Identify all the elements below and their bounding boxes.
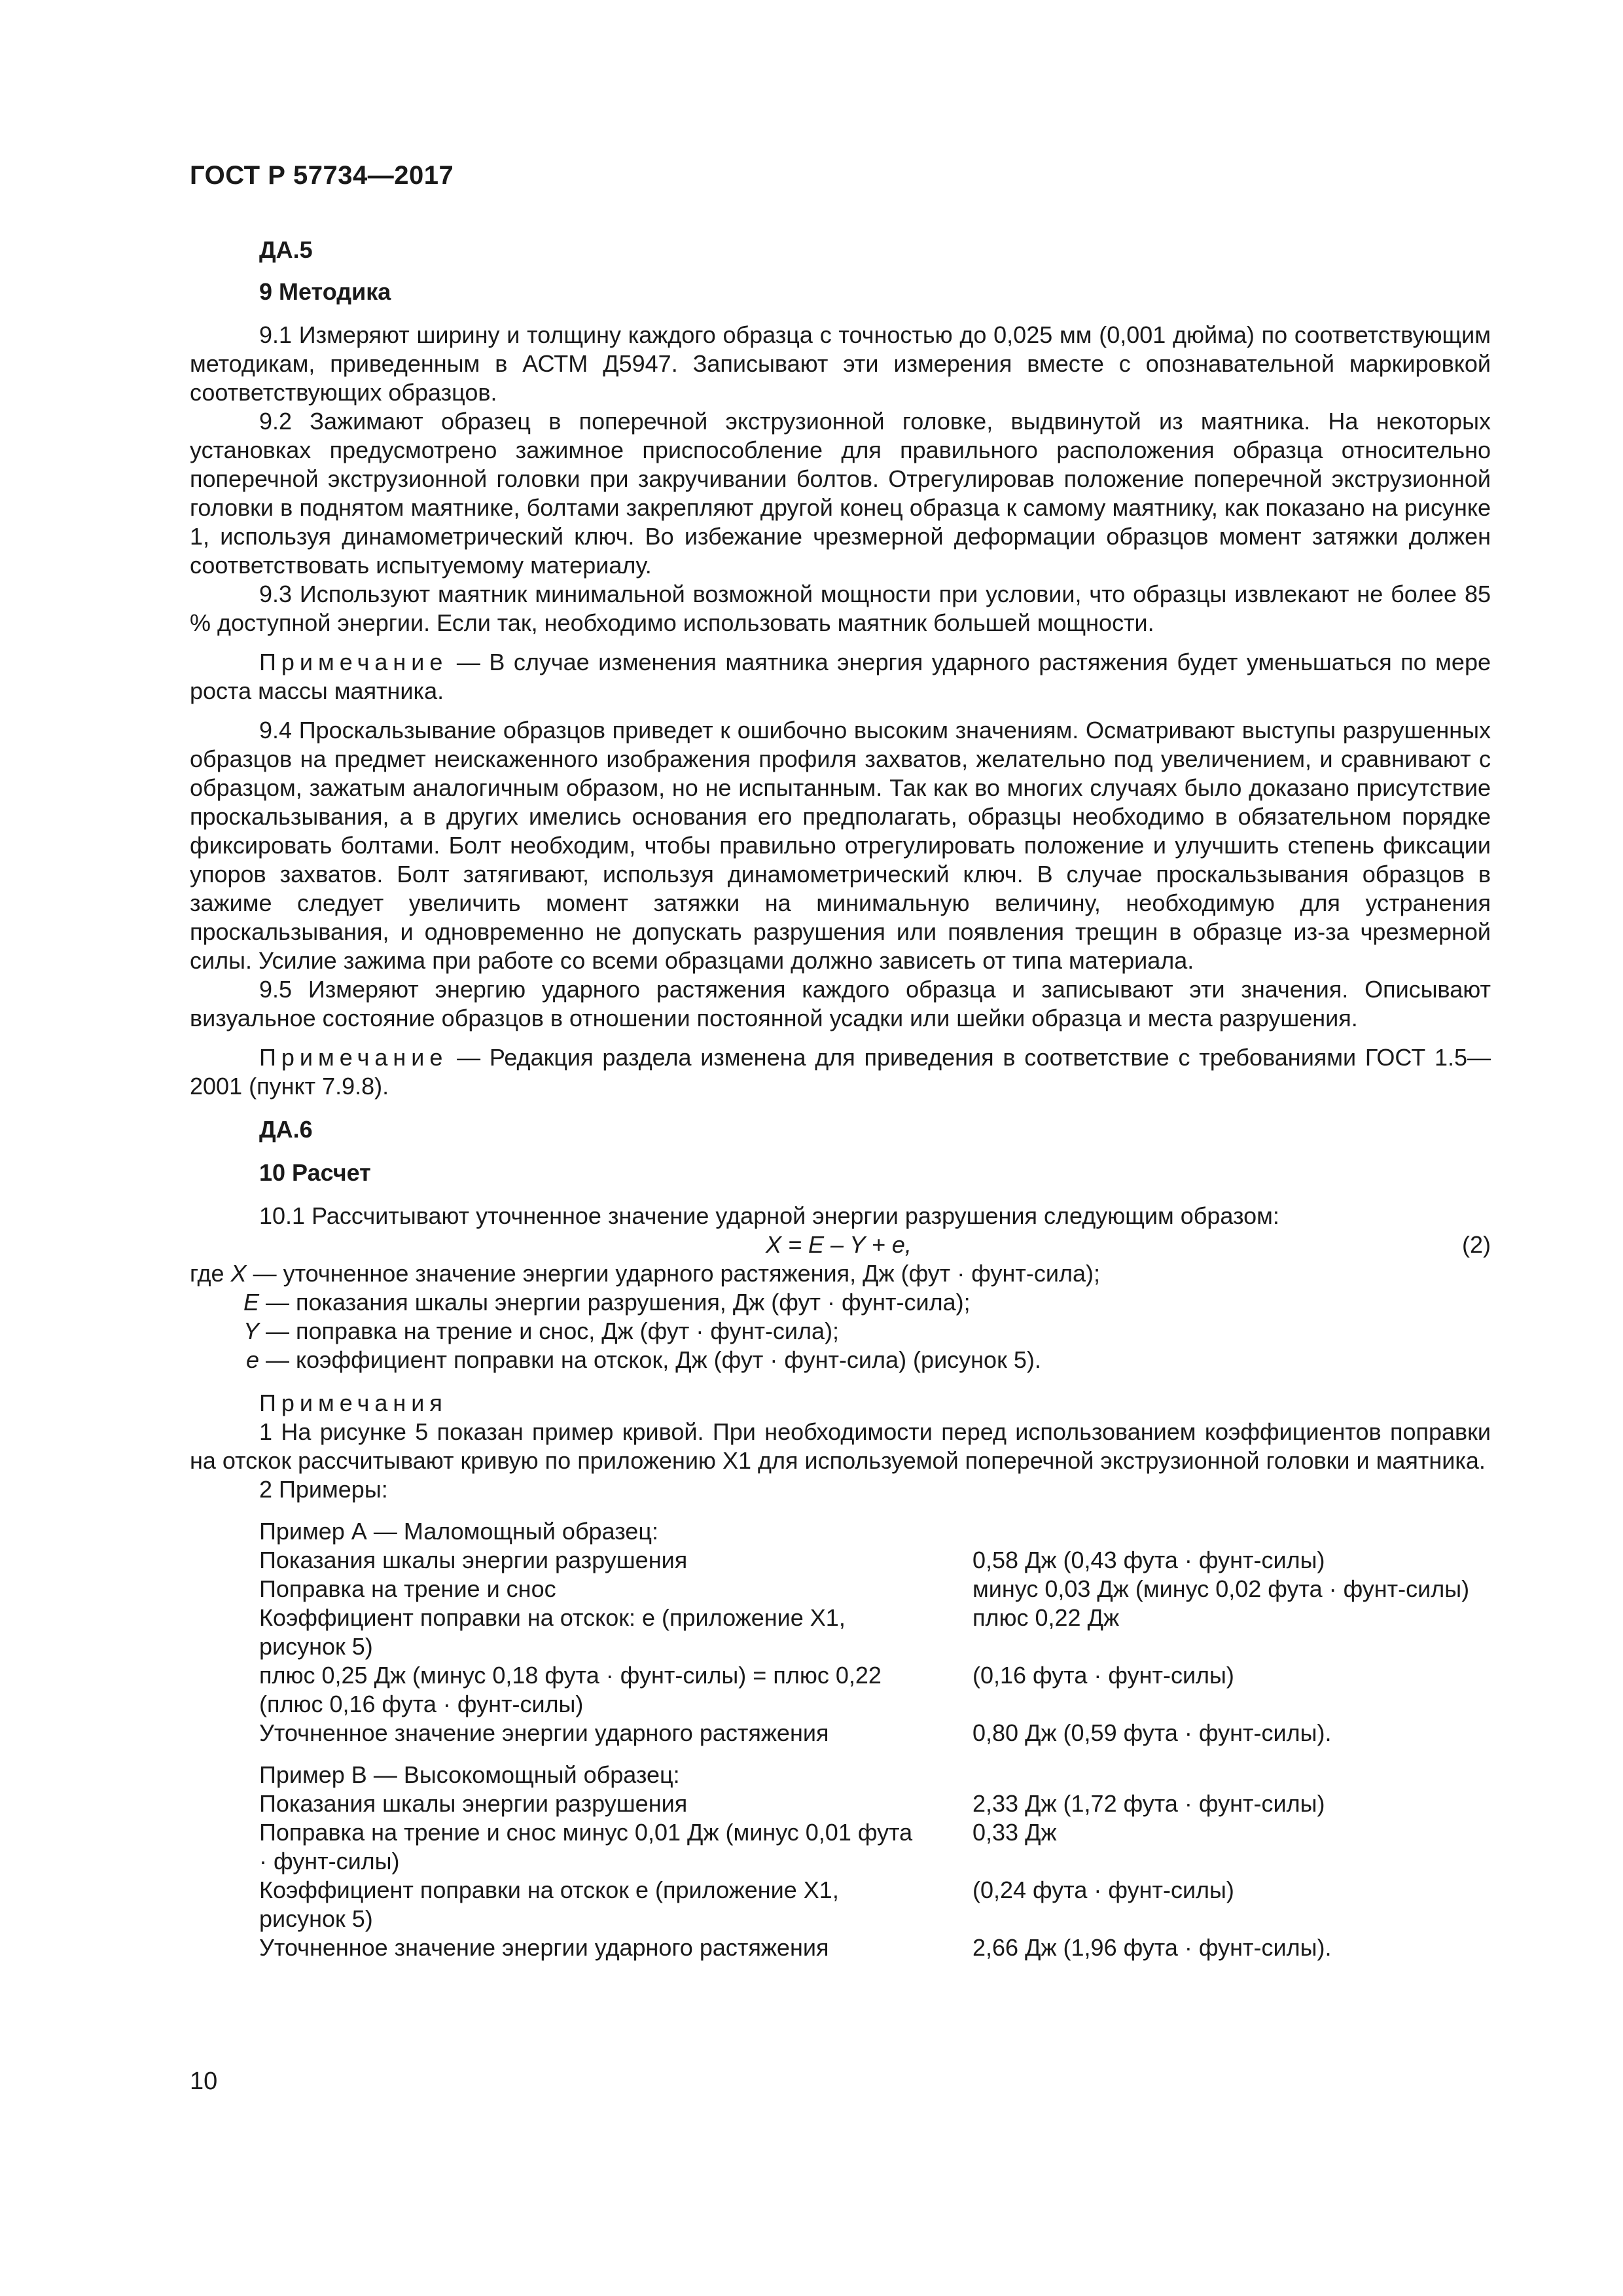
paragraph-10-1: 10.1 Рассчитывают уточненное значение ударной энергии разрушения следующим образом: [259, 1202, 1279, 1229]
definition-row [190, 1288, 1491, 1317]
annex-heading-da6: ДА.6 [259, 1116, 313, 1143]
definition-row [190, 1317, 1491, 1346]
example-row: плюс 0,25 Дж (минус 0,18 фута · фунт-силы) = плюс 0,22 (плюс 0,16 фута · фунт-силы) (0,16 фута · фунт-силы) [259, 1662, 1234, 1717]
paragraph-9-3: 9.3 Используют маятник минимальной возможной мощности при условии, что образцы извлекают не более 85 % доступной энергии. Если так, необходимо использовать маятник большей мощности. [190, 581, 1491, 636]
example-a-title: Пример А — Маломощный образец: [259, 1518, 658, 1545]
definition-text: — показания шкалы энергии разрушения, Дж (фут · фунт-сила); [259, 1289, 971, 1316]
document-header: ГОСТ Р 57734—2017 [190, 161, 454, 190]
example-row: Показания шкалы энергии разрушения 0,58 Дж (0,43 фута · фунт-силы) [259, 1547, 1325, 1573]
definition-text: — уточненное значение энергии ударного растяжения, Дж (фут · фунт-сила); [246, 1260, 1100, 1287]
note-1-label: Примечание [259, 649, 448, 675]
note-example-1: 1 На рисунке 5 показан пример кривой. При необходимости перед использованием коэффициентов поправки на отскок рассчитывают кривую по приложению Х1 для используемой поперечной экструзионной головки и маятника. [190, 1418, 1491, 1474]
definition-text: — коэффициент поправки на отскок, Дж (фут · фунт-сила) (рисунок 5). [259, 1346, 1041, 1373]
paragraph-9-2: 9.2 Зажимают образец в поперечной экструзионной головке, выдвинутой из маятника. На некоторых установках предусмотрено зажимное приспособление для правильного расположения образца относительно поперечной экструзионной головки при закручивании болтов. Отрегулировав положение поперечной экструзионной головки в поднятом маятнике, болтами закрепляют другой конец образца к самому маятнику, как показано на рисунке 1, используя динамометрический ключ. Во избежание чрезмерной деформации образцов момент затяжки должен соответствовать испытуемому материалу. [190, 408, 1491, 579]
example-a [190, 1517, 1491, 1748]
definition-symbol: Y [243, 1318, 259, 1344]
example-row: Уточненное значение энергии ударного растяжения 2,66 Дж (1,96 фута · фунт-силы). [259, 1934, 1332, 1961]
section-da5 [190, 236, 1491, 1962]
section-10-title: 10 Расчет [259, 1159, 371, 1186]
definition-symbol: X [230, 1260, 247, 1287]
example-row: Поправка на трение и снос минус 0,03 Дж (минус 0,02 фута · фунт-силы) [259, 1575, 1470, 1602]
page-number: 10 [190, 2068, 218, 2095]
paragraph-9-4: 9.4 Проскальзывание образцов приведет к ошибочно высоким значениям. Осматривают выступы разрушенных образцов на предмет неискаженного изображения профиля захватов, желательно под увеличением, и сравнивают с образцом, зажатым аналогичным образом, но не испытанным. Так как во многих случаях было доказано присутствие проскальзывания, а в других имелись основания его предполагать, образцы необходимо в обязательном порядке фиксировать болтами. Болт необходим, чтобы правильно отрегулировать положение и улучшить степень фиксации упоров захватов. Болт затягивают, используя динамометрический ключ. В случае проскальзывания образцов в зажиме следует увеличить момент затяжки на минимальную величину, необходимую для устранения проскальзывания, и одновременно не допускать разрушения или появления трещин в образце из-за чрезмерной силы. Усилие зажима при работе со всеми образцами должно зависеть от типа материала. [190, 717, 1491, 974]
definition-symbol: e [245, 1346, 259, 1373]
definition-row: где X — уточненное значение энергии ударного растяжения, Дж (фут · фунт-сила); [190, 1260, 1100, 1287]
formula-2 [190, 1230, 1491, 1259]
annex-heading-da5: ДА.5 [259, 236, 313, 263]
formula-number: (2) [1462, 1231, 1491, 1258]
example-row: Коэффициент поправки на отскок: е (приложение Х1, рисунок 5) плюс 0,22 Дж [259, 1604, 1120, 1660]
formula-expression: X = E – Y + e, [766, 1231, 912, 1258]
note-1 [190, 648, 1491, 706]
example-row: Уточненное значение энергии ударного растяжения 0,80 Дж (0,59 фута · фунт-силы). [259, 1719, 1332, 1746]
definition-text: — поправка на трение и снос, Дж (фут · фунт-сила); [259, 1318, 840, 1344]
definition-row [190, 1346, 1491, 1374]
definition-symbol: E [243, 1289, 259, 1316]
note-2-label: Примечание [259, 1044, 448, 1071]
example-b [190, 1761, 1491, 1962]
example-b-title: Пример В — Высокомощный образец: [259, 1761, 680, 1788]
example-row: Показания шкалы энергии разрушения 2,33 Дж (1,72 фута · фунт-силы) [259, 1790, 1325, 1817]
note-example-2: 2 Примеры: [259, 1476, 388, 1503]
example-row: Коэффициент поправки на отскок е (приложение Х1, рисунок 5) (0,24 фута · фунт-силы) [259, 1876, 1234, 1932]
note-2 [190, 1043, 1491, 1101]
note-2-text: — Редакция раздела изменена для приведения в соответствие с требованиями ГОСТ 1.5—2001 (пункт 7.9.8). [190, 1044, 1491, 1100]
note-1-text: — В случае изменения маятника энергия ударного растяжения будет уменьшаться по мере роста массы маятника. [190, 649, 1491, 704]
example-row: Поправка на трение и снос минус 0,01 Дж (минус 0,01 фута · фунт-силы) 0,33 Дж [259, 1819, 1057, 1874]
section-9-title: 9 Методика [259, 278, 391, 305]
notes-title: Примечания [259, 1390, 448, 1416]
formula-definitions [190, 1259, 1491, 1374]
paragraph-9-1: 9.1 Измеряют ширину и толщину каждого образца с точностью до 0,025 мм (0,001 дюйма) по соответствующим методикам, приведенным в АСТМ Д5947. Записывают эти измерения вместе с опознавательной маркировкой соответствующих образцов. [190, 321, 1491, 406]
paragraph-9-5: 9.5 Измеряют энергию ударного растяжения каждого образца и записывают эти значения. Описывают визуальное состояние образцов в отношении постоянной усадки или шейки образца и места разрушения. [190, 976, 1491, 1031]
